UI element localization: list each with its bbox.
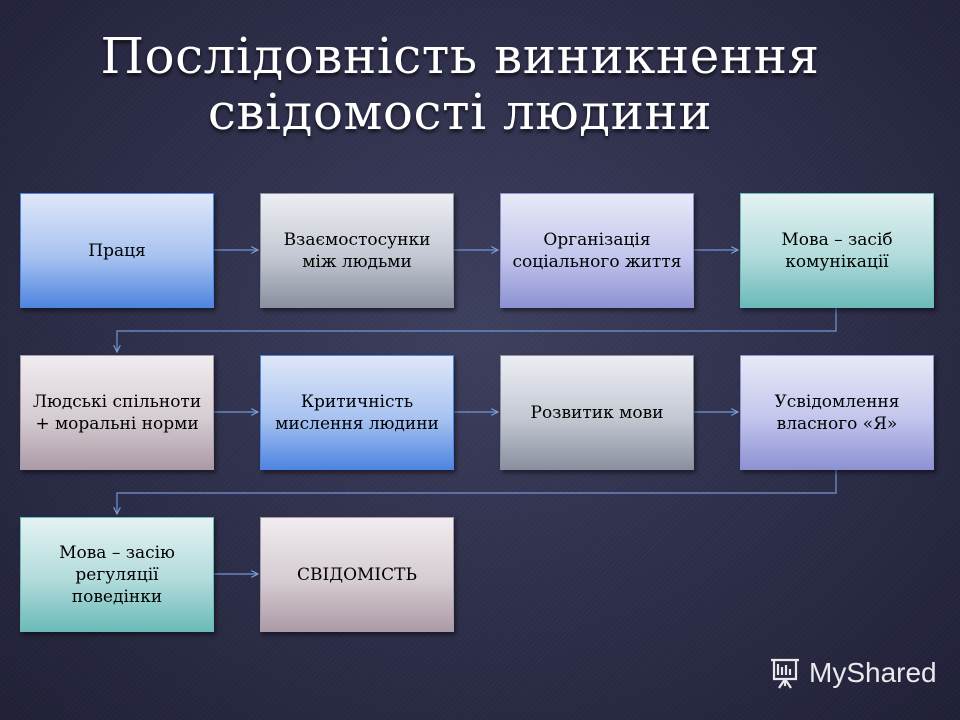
arrow-8-9 [117,470,836,514]
step-box-communities-norms [20,355,214,470]
step-box-language-communication [740,193,934,308]
step-box-self-awareness [740,355,934,470]
step-label: Усвідомлення власного «Я» [774,391,900,434]
myshared-watermark [767,653,937,693]
title-line-2: свідомості людини [207,83,713,141]
step-box-labor [20,193,214,308]
step-label: Праця [88,240,146,261]
presentation-board-icon [767,655,803,691]
step-box-social-organization [500,193,694,308]
step-box-relations [260,193,454,308]
step-label: Розвитик мови [530,402,664,423]
step-box-language-development [500,355,694,470]
step-label: Взаємостосунки між людьми [283,229,431,272]
step-label: Організація соціального життя [512,229,682,272]
arrow-4-5 [117,308,836,352]
watermark-text: MyShared [809,657,937,688]
step-box-consciousness [260,517,454,632]
step-label: Людські спільноти + моральні норми [32,391,202,434]
step-label: Мова – засіб комунікації [781,229,893,272]
step-label: Критичність мислення людини [275,391,439,434]
step-label: СВІДОМІСТЬ [297,564,417,585]
step-box-language-regulation [20,517,214,632]
step-label: Мова – засію регуляції поведінки [59,542,175,607]
title-line-1: Послідовність виникнення [100,27,820,85]
step-box-critical-thinking [260,355,454,470]
